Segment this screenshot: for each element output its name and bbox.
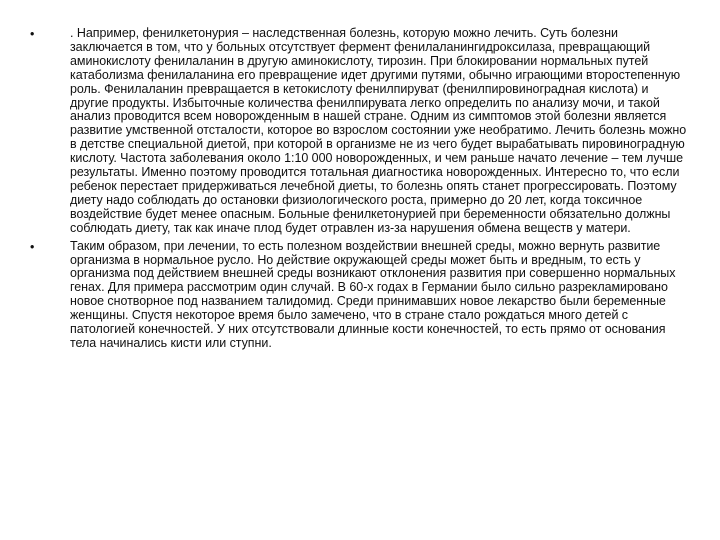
paragraph-phenylketonuria: . Например, фенилкетонурия – наследственная болезнь, которую можно лечить. Суть болезни заключается в том, что у больных отсутствует фермент фенилаланингидроксилаза, превращающий аминокислоту фенилаланин в другую аминокислоту, тирозин. При блокировании нормальных путей катаболизма фенилаланина его превращение идет другими путями, обычно играющими второстепенную роль. Фенилаланин превращается в кетокислоту фенилпируват (фенилпировиноградная кислота) и другие продукты. Избыточные количества фенилпирувата легко определить по анализу мочи, и такой анализ проводится всем новорожденным в нашей стране. Одним из симптомов этой болезни является развитие умственной отсталости, которое во взрослом состоянии уже необратимо. Лечить болезнь можно в детстве специальной диетой, при которой в организме не из чего будет вырабатывать пировиноградную кислоту. Частота заболевания около 1:10 000 новорожденных, и чем раньше начато лечение – тем лучше результаты. Именно поэтому проводится тотальная диагностика новорожденных. Интересно то, что если ребенок перестает придерживаться лечебной диеты, то болезнь опять станет прогрессировать. Поэтому диету надо соблюдать до остановки физиологического роста, примерно до 20 лет, когда токсичное воздействие будет менее опасным. Больные фенилкетонурией при беременности обязательно должны соблюдать диету, так как иначе плод будет отравлен из-за нарушения обмена веществ у матери. (70, 26, 687, 235)
bullet-dot-icon: • (30, 27, 35, 41)
bullet-item-phenylketonuria (30, 27, 690, 236)
bullet-list (30, 27, 690, 355)
paragraph-thalidomide: Таким образом, при лечении, то есть полезном воздействии внешней среды, можно вернуть развитие организма в нормальное русло. Но действие окружающей среды может быть и вредным, то есть у организма под действием внешней среды возникают отклонения развития при совершенно нормальных генах. Для примера рассмотрим один случай. В 60-х годах в Германии было сильно разрекламировано новое снотворное под названием талидомид. Среди принимавших новое лекарство были беременные женщины. Спустя некоторое время было замечено, что в стране стало рождаться много детей с патологией конечностей. У них отсутствовали длинные кости конечностей, то есть прямо от основания тела начинались кисти или ступни. (70, 238, 676, 350)
bullet-item-thalidomide (30, 240, 690, 351)
bullet-dot-icon: • (30, 239, 35, 254)
